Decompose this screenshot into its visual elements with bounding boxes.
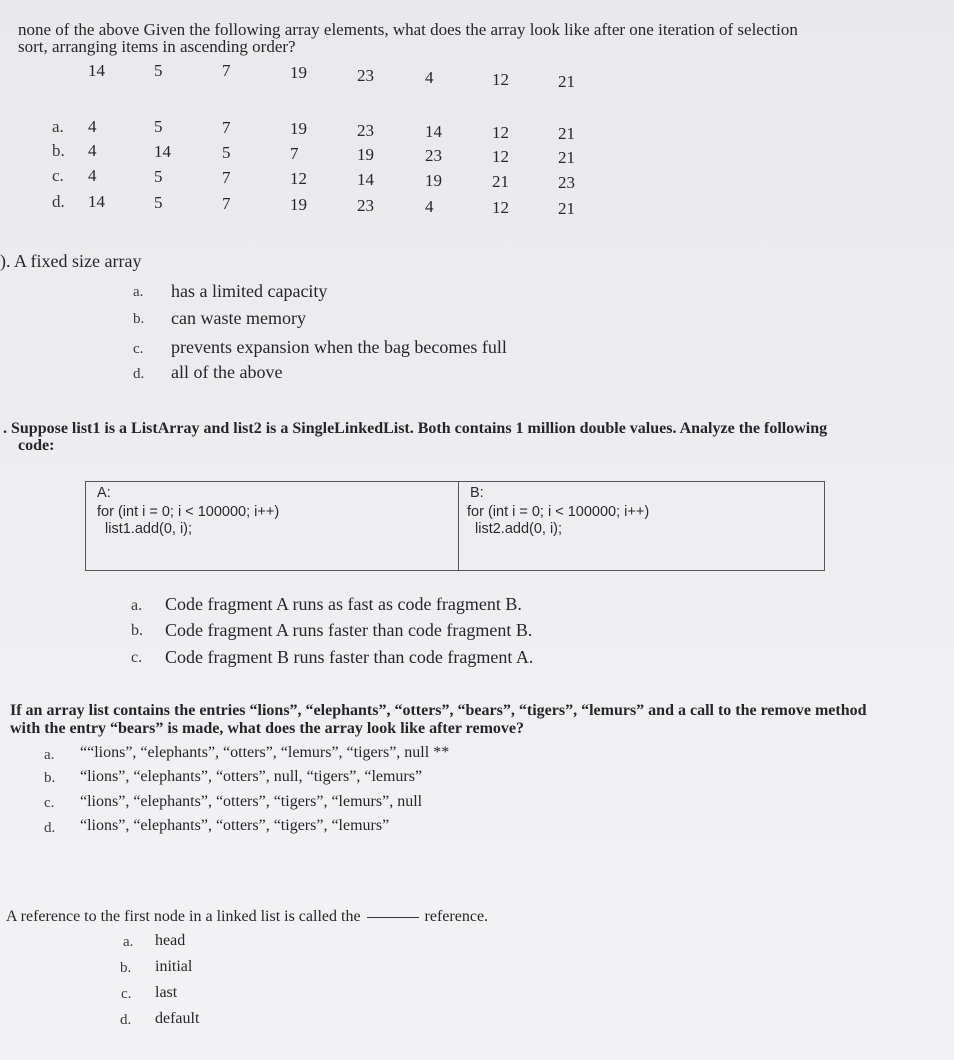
code-b-title: B: [470, 485, 484, 501]
q5-prompt [6, 907, 488, 927]
option-label: d. [133, 366, 145, 382]
option-text: prevents expansion when the bag becomes full [171, 337, 507, 357]
option-text: has a limited capacity [171, 281, 328, 301]
array-value: 21 [558, 72, 575, 91]
option-value: 5 [154, 193, 163, 212]
option-value: 4 [88, 166, 97, 185]
option-value: 14 [154, 142, 171, 161]
code-table-divider [458, 482, 459, 570]
option-value: 21 [558, 199, 575, 218]
option-value: 12 [492, 123, 509, 142]
answer-blank[interactable] [367, 917, 419, 918]
q5-prompt-before: A reference to the first node in a linked list is called the [6, 908, 361, 925]
option-value: 21 [558, 148, 575, 167]
array-value: 23 [357, 66, 374, 85]
array-value: 14 [88, 61, 105, 80]
option-label: a. [123, 934, 134, 950]
code-a-line1: for (int i = 0; i < 100000; i++) [97, 504, 280, 520]
option-value: 19 [290, 195, 307, 214]
option-text: ““lions”, “elephants”, “otters”, “lemurs”, “tigers”, null ** [80, 744, 450, 761]
option-value: 7 [222, 118, 231, 137]
option-text: “lions”, “elephants”, “otters”, null, “tigers”, “lemurs” [80, 768, 423, 785]
option-label: d. [44, 820, 56, 836]
q4-prompt-line1: If an array list contains the entries “lions”, “elephants”, “otters”, “bears”, “tigers”, “lemurs” and a call to the remove method [10, 702, 867, 719]
option-value: 4 [425, 197, 434, 216]
option-value: 19 [357, 145, 374, 164]
option-value: 4 [88, 117, 97, 136]
array-value: 12 [492, 70, 509, 89]
code-a-line2: list1.add(0, i); [105, 521, 193, 537]
option-text: all of the above [171, 362, 283, 382]
option-label: b. [133, 311, 145, 327]
array-value: 4 [425, 68, 434, 87]
option-label: a. [131, 597, 143, 614]
option-value: 5 [154, 117, 163, 136]
q3-prompt-line1: . Suppose list1 is a ListArray and list2 is a SingleLinkedList. Both contains 1 million double values. Analyze the following [3, 420, 828, 437]
array-value: 19 [290, 63, 307, 82]
option-text: last [155, 984, 178, 1001]
option-value: 14 [88, 192, 105, 211]
option-label: a. [133, 284, 144, 300]
option-label: d. [120, 1012, 132, 1028]
option-text: can waste memory [171, 308, 306, 328]
code-b-line1: for (int i = 0; i < 100000; i++) [467, 504, 650, 520]
option-label: b. [120, 960, 132, 976]
option-label: c. [133, 341, 144, 357]
option-value: 14 [357, 170, 374, 189]
option-text: Code fragment B runs faster than code fragment A. [165, 647, 534, 667]
option-label: c. [52, 166, 64, 185]
option-label: b. [44, 770, 56, 786]
code-b-line2: list2.add(0, i); [475, 521, 563, 537]
code-a-title: A: [97, 485, 111, 501]
q2-prompt: ). A fixed size array [0, 251, 142, 271]
option-label: b. [131, 622, 143, 639]
option-label: b. [52, 141, 65, 160]
option-text: Code fragment A runs faster than code fragment B. [165, 620, 533, 640]
option-label: c. [44, 795, 55, 811]
option-text: initial [155, 958, 193, 975]
q4-prompt-line2: with the entry “bears” is made, what does the array look like after remove? [10, 720, 524, 737]
option-value: 12 [290, 169, 307, 188]
array-value: 7 [222, 61, 231, 80]
option-value: 4 [88, 141, 97, 160]
option-label: d. [52, 192, 65, 211]
option-label: c. [131, 649, 143, 666]
option-value: 14 [425, 122, 442, 141]
option-value: 23 [357, 121, 374, 140]
option-value: 19 [425, 171, 442, 190]
option-value: 23 [357, 196, 374, 215]
option-value: 7 [290, 144, 299, 163]
option-text: default [155, 1010, 200, 1027]
option-text: “lions”, “elephants”, “otters”, “tigers”, “lemurs”, null [80, 793, 423, 810]
option-value: 12 [492, 198, 509, 217]
option-text: Code fragment A runs as fast as code fragment B. [165, 594, 522, 614]
option-value: 19 [290, 119, 307, 138]
q3-prompt-line2: code: [18, 437, 55, 454]
option-value: 21 [558, 124, 575, 143]
option-value: 7 [222, 194, 231, 213]
q5-prompt-after: reference. [424, 908, 489, 925]
option-label: a. [44, 747, 55, 763]
option-label: a. [52, 117, 64, 136]
code-table [85, 481, 825, 571]
option-value: 12 [492, 147, 509, 166]
option-value: 7 [222, 168, 231, 187]
option-label: c. [121, 986, 132, 1002]
option-value: 23 [425, 146, 442, 165]
option-value: 23 [558, 173, 575, 192]
option-value: 5 [154, 167, 163, 186]
array-value: 5 [154, 61, 163, 80]
q1-prompt-line2: sort, arranging items in ascending order? [18, 37, 296, 56]
option-text: “lions”, “elephants”, “otters”, “tigers”, “lemurs” [80, 817, 390, 834]
option-text: head [155, 932, 186, 949]
q1-prompt-line1: none of the above Given the following array elements, what does the array look like after one iteration of selection [18, 20, 798, 39]
option-value: 5 [222, 143, 231, 162]
option-value: 21 [492, 172, 509, 191]
